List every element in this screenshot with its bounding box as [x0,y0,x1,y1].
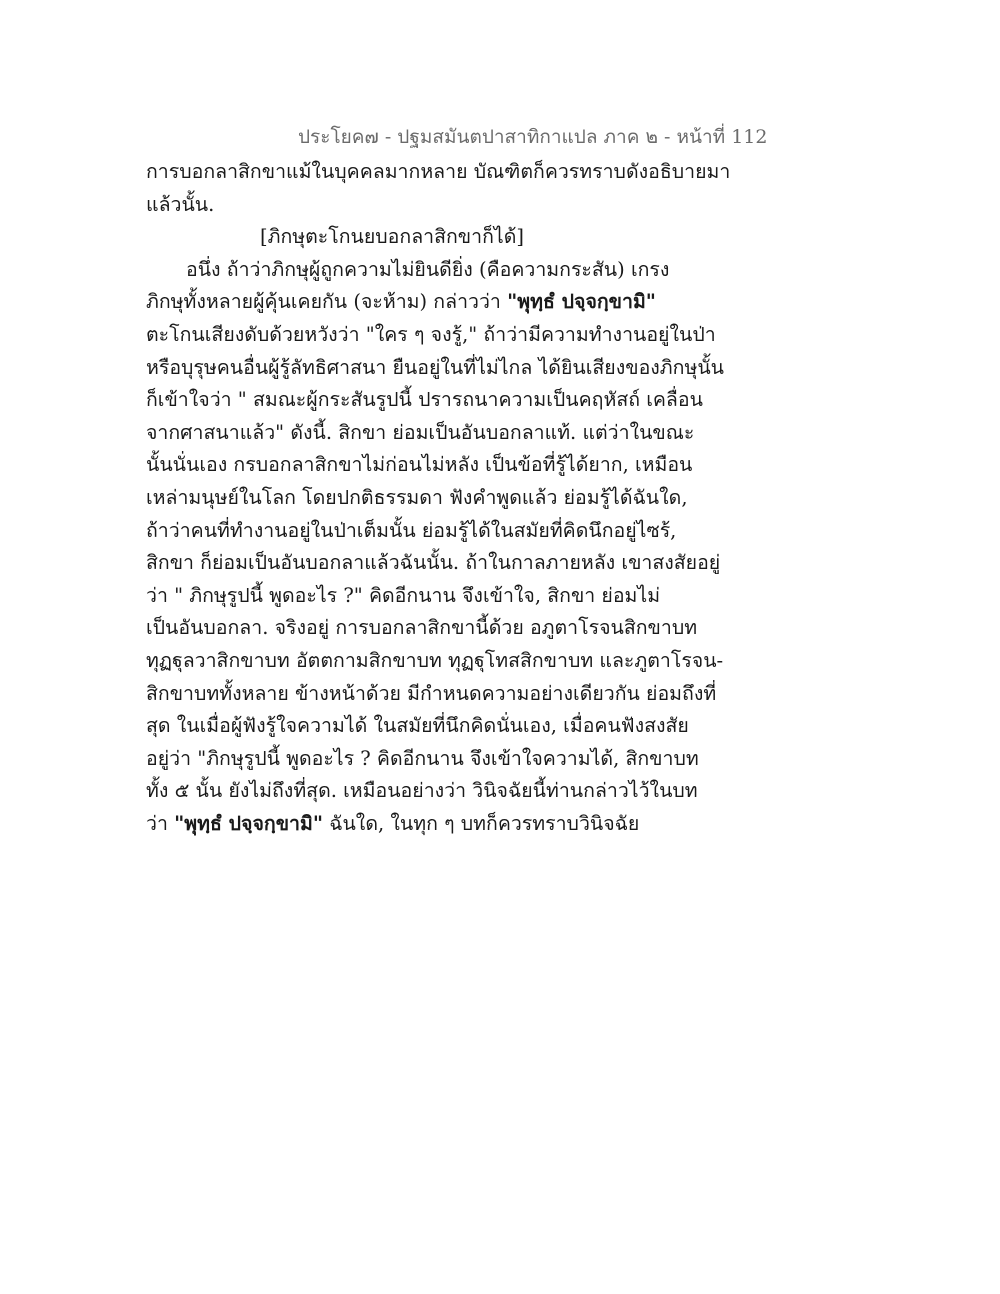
text-line: การบอกลาสิกขาแม้ในบุคคลมากหลาย บัณฑิตก็ควรทราบดังอธิบายมา [146,160,731,183]
text-line: ตะโกนเสียงดับด้วยหวังว่า "ใคร ๆ จงรู้," ถ้าว่ามีความทำงานอยู่ในป่า [146,322,716,346]
text-line: ถ้าว่าคนที่ทำงานอยู่ในป่าเต็มนั้น ย่อมรู้ได้ในสมัยที่คิดนึกอยู่ไซร้, [146,518,677,542]
body-text [146,156,731,840]
text-line: ก็เข้าใจว่า " สมณะผู้กระสันรูปนี้ ปรารถนาความเป็นคฤหัสถ์ เคลื่อน [146,388,703,412]
text-line [146,286,726,319]
text-line: หรือบุรุษคนอื่นผู้รู้ลัทธิศาสนา ยืนอยู่ในที่ไม่ไกล ได้ยินเสียงของภิกษุนั้น [146,355,724,379]
text-line: เป็นอันบอกลา. จริงอยู่ การบอกลาสิกขานี้ด้วย อภูตาโรจนสิกขาบท [146,616,698,640]
text-line: ทุฏฐุลวาสิกขาบท อัตตกามสิกขาบท ทุฏฐุโทสสิกขาบท และภูตาโรจน- [146,648,724,672]
bold-term: "พุทฺธํ ปจฺจกฺขามิ" [174,811,323,835]
text-line: เหล่ามนุษย์ในโลก โดยปกติธรรมดา ฟังคำพูดแล้ว ย่อมรู้ได้ฉันใด, [146,485,688,509]
text-line: แล้วนั้น. [146,192,215,216]
text-span: ภิกษุทั้งหลายผู้คุ้นเคยกัน (จะห้าม) กล่าวว่า [146,290,508,314]
text-line: สิกขา ก็ย่อมเป็นอันบอกลาแล้วฉันนั้น. ถ้าในกาลภายหลัง เขาสงสัยอยู่ [146,551,721,575]
text-line: สุด ในเมื่อผู้ฟังรู้ใจความได้ ในสมัยที่นึกคิดนั่นเอง, เมื่อคนฟังสงสัย [146,714,689,738]
text-line: นั้นนั่นเอง กรบอกลาสิกขาไม่ก่อนไม่หลัง เป็นข้อที่รู้ได้ยาก, เหมือน [146,453,693,477]
text-line: ว่า " ภิกษุรูปนี้ พูดอะไร ?" คิดอีกนาน จึงเข้าใจ, สิกขา ย่อมไม่ [146,583,661,607]
page-header: ประโยค๗ - ปฐมสมันตปาสาทิกาแปล ภาค ๒ - หน้าที่ 112 [298,126,768,148]
text-line: อนึ่ง ถ้าว่าภิกษุผู้ถูกความไม่ยินดียิ่ง (คือความกระสัน) เกรง [186,257,670,281]
section-heading: [ภิกษุตะโกนยบอกลาสิกขาก็ได้] [260,225,524,249]
text-line: ทั้ง ๕ นั้น ยังไม่ถึงที่สุด. เหมือนอย่างว่า วินิจฉัยนี้ท่านกล่าวไว้ในบท [146,779,698,803]
text-line [146,808,726,841]
text-span: ว่า [146,811,175,835]
text-line: อยู่ว่า "ภิกษุรูปนี้ พูดอะไร ? คิดอีกนาน จึงเข้าใจความได้, สิกขาบท [146,746,699,770]
text-line: สิกขาบททั้งหลาย ข้างหน้าด้วย มีกำหนดความอย่างเดียวกัน ย่อมถึงที่ [146,681,717,705]
bold-term: "พุทฺธํ ปจฺจกฺขามิ" [507,290,656,314]
text-line: จากศาสนาแล้ว" ดังนี้. สิกขา ย่อมเป็นอันบอกลาแท้. แต่ว่าในขณะ [146,420,695,444]
text-span: ฉันใด, ในทุก ๆ บทก็ควรทราบวินิจฉัย [323,811,640,835]
